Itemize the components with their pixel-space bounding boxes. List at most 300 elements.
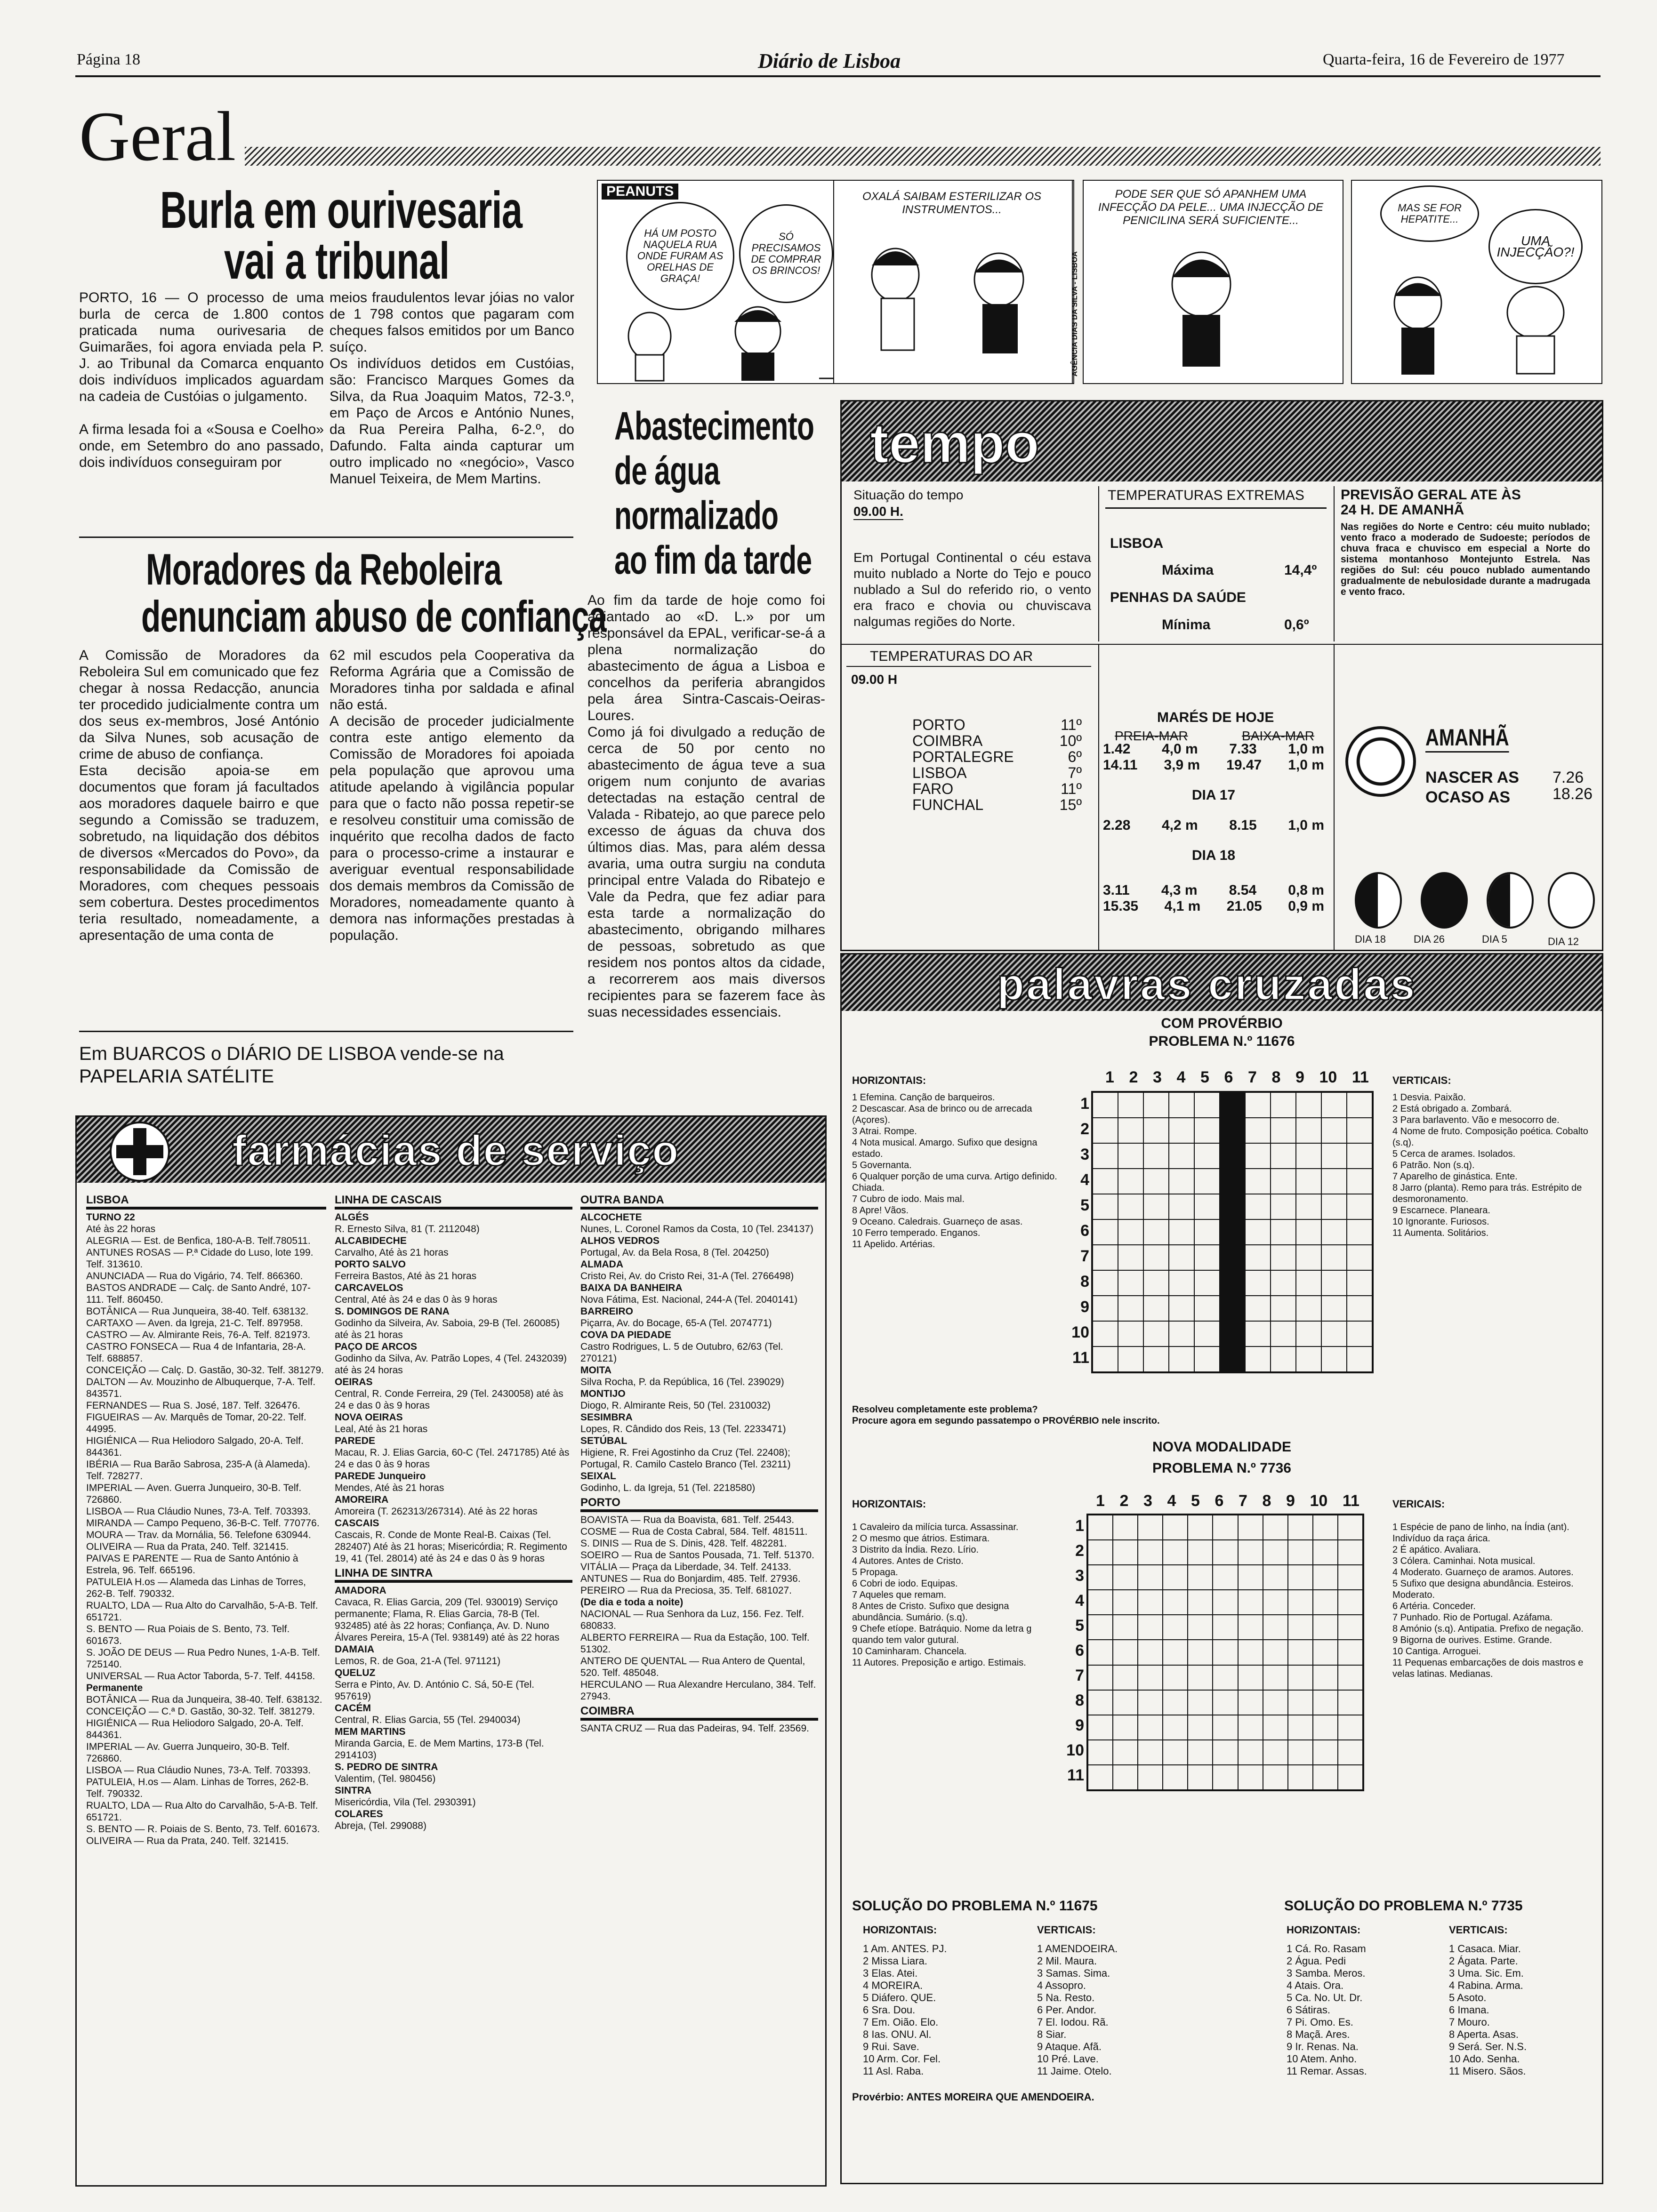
grid-number: 9	[1295, 1068, 1304, 1086]
grid-number: 3	[1153, 1068, 1162, 1086]
pharmacy-locality: SEIXAL	[580, 1471, 616, 1482]
grid-cell	[1213, 1590, 1238, 1615]
grid-number: 8	[1080, 1273, 1089, 1290]
grid-cell	[1263, 1640, 1288, 1665]
grid-cell	[1321, 1346, 1347, 1372]
pharmacy-entry: ALEGRIA — Est. de Benfica, 180-A-B. Telf.780511.	[86, 1235, 311, 1246]
pharmacy-section-heading: COIMBRA	[580, 1705, 818, 1721]
pharmacy-entry: S. BENTO — Rua Poiais de S. Bento, 73. Telf. 601673.	[86, 1624, 290, 1646]
extremas-value-2: 0,6º	[1284, 617, 1309, 633]
grid-cell	[1321, 1092, 1347, 1118]
grid-cell	[1163, 1665, 1188, 1690]
grid-cell	[1163, 1715, 1188, 1740]
pharmacy-entry: IMPERIAL — Aven. Guerra Junqueiro, 30-B. Telf. 726860.	[86, 1483, 302, 1505]
pharmacy-locality: AMADORA	[335, 1585, 386, 1596]
comic-figures	[834, 181, 1072, 383]
grid-cell	[1288, 1615, 1313, 1640]
grid-number: 8	[1262, 1492, 1271, 1510]
ocaso-label: OCASO AS	[1425, 788, 1511, 806]
p2-vertical-clues: 1 Espécie de pano de linho, na Índia (ant). Indivíduo da raça árica. 2 É apático. Avaliara. 3 Cólera. Caminhai. Nota musical. 4 Moderato. Guarneço de aramos. Autores. 5 Sufixo que designa abundância. Esteiros. Moderato. 6 Artéria. Conceder. 7 Punhado. Rio de Portugal. Azáfama. 8 Amónio (s.q). Antipatia. Prefixo de negação. 9 Bigorna de ourives. Estime. Grande. 10 Cantiga. Arroguei. 11 Pequenas embarcações de dois mastros e velas latinas. Medianas.	[1392, 1522, 1584, 1679]
grid-cell	[1338, 1515, 1363, 1540]
grid-cell	[1288, 1765, 1313, 1790]
grid-number: 6	[1075, 1642, 1084, 1659]
pharmacy-entry: COSME — Rua de Costa Cabral, 584. Telf. 481511.	[580, 1526, 808, 1537]
grid-cell	[1143, 1194, 1169, 1219]
grid-cell	[1118, 1194, 1143, 1219]
grid-cell	[1245, 1219, 1271, 1245]
pharmacy-locality: CARCAVELOS	[335, 1282, 403, 1293]
article-burla-col2: meios fraudulentos levar jóias no valor de 1 798 contos que pagaram com cheques falsos emitidos por um Banco suíço. Os indivíduos detidos em Custóias, são: Francisco Marques Gomes da Silva, da Rua Joaquim Matos, 72-3.º, em Paço de Arcos e António Nunes, da Rua Pereira Palha, 6-2.º, do Dafundo. Falta ainda capturar um outro implicado no «negócio», Vasco Manuel Teixeira, de Mem Martins.	[330, 290, 574, 487]
farmacias-cross-icon	[110, 1122, 170, 1182]
grid-cell	[1296, 1321, 1321, 1346]
grid-cell	[1213, 1715, 1238, 1740]
grid-cell	[1220, 1194, 1245, 1219]
article-moradores-title-2: denunciam abuso de confiança	[141, 592, 606, 641]
moon-phase-icon	[1421, 872, 1468, 929]
sol1-title: SOLUÇÃO DO PROBLEMA N.º 11675	[852, 1898, 1098, 1914]
pharmacy-entry: VITÁLIA — Praça da Liberdade, 34. Telf. 24133.	[580, 1562, 791, 1572]
p2-col-numbers	[1096, 1492, 1359, 1510]
grid-cell	[1194, 1296, 1220, 1321]
grid-cell	[1169, 1296, 1194, 1321]
grid-cell	[1263, 1590, 1288, 1615]
grid-cell	[1118, 1296, 1143, 1321]
grid-cell	[1321, 1296, 1347, 1321]
moon-label: DIA 18	[1355, 933, 1386, 945]
grid-number: 10	[1319, 1068, 1337, 1086]
comic-figures	[1352, 181, 1601, 383]
pharmacy-entry: Higiene, R. Frei Agostinho da Cruz (Tel. 22408); Portugal, R. Camilo Castelo Branco (Tel. 23211)	[580, 1447, 791, 1470]
grid-cell	[1288, 1640, 1313, 1665]
grid-cell	[1271, 1219, 1296, 1245]
grid-cell	[1169, 1346, 1194, 1372]
mares-row	[1103, 882, 1324, 898]
mares-cell: 4,1 m	[1164, 898, 1201, 914]
grid-number: 7	[1075, 1667, 1084, 1684]
ar-title: TEMPERATURAS DO AR	[870, 649, 1033, 664]
grid-cell	[1143, 1270, 1169, 1296]
grid-cell	[1088, 1590, 1113, 1615]
grid-cell	[1093, 1118, 1118, 1143]
grid-cell	[1118, 1270, 1143, 1296]
grid-number: 10	[1310, 1492, 1328, 1510]
grid-cell	[1263, 1665, 1288, 1690]
grid-cell	[1143, 1143, 1169, 1169]
grid-cell	[1213, 1565, 1238, 1590]
pharmacy-locality: TURNO 22	[86, 1212, 135, 1223]
grid-cell	[1188, 1515, 1213, 1540]
pharmacy-locality: SINTRA	[335, 1785, 372, 1796]
article-agua-text: Ao fim da tarde de hoje como foi adiantado ao «D. L.» por um responsável da EPAL, verificar-se-á a plena normalização do abastecimento de água a Lisboa e concelhos da periferia abrangidos pela área Sintra-Cascais-Oeiras-Loures. Como já foi divulgado a redução de cerca de 50 por cento no abastecimento de água teve a sua origem num conjunto de avarias detectadas na estação central de Valada - Ribatejo, ao que parece pelo excesso de águas da chuva dos últimos dias. Mas, para além dessa avaria, uma outra surgiu na conduta principal entre Valada do Ribatejo e Vale da Pedra, que fez adiar para esta tarde a normalização do abastecimento, obrigando milhares de pessoas, sobretudo as que residem nos pontos altos da cidade, a recorrerem aos mais diversos recipientes para se fazerem face às suas necessidades essenciais.	[587, 593, 825, 1020]
grid-cell	[1296, 1194, 1321, 1219]
pharmacy-locality: MOITA	[580, 1365, 612, 1376]
grid-cell	[1296, 1092, 1321, 1118]
grid-cell	[1245, 1143, 1271, 1169]
grid-cell	[1194, 1321, 1220, 1346]
grid-cell	[1271, 1118, 1296, 1143]
ar-row	[912, 733, 1082, 749]
pharmacy-entry: HIGIÉNICA — Rua Heliodoro Salgado, 20-A. Telf. 844361.	[86, 1435, 304, 1458]
grid-cell	[1245, 1346, 1271, 1372]
grid-number: 5	[1080, 1196, 1089, 1214]
pharmacy-entry: BOTÂNICA — Rua Junqueira, 38-40. Telf. 638132.	[86, 1306, 309, 1317]
ar-city: LISBOA	[912, 764, 967, 781]
grid-cell	[1169, 1321, 1194, 1346]
grid-cell	[1113, 1590, 1138, 1615]
sun-icon	[1345, 726, 1416, 797]
grid-cell	[1238, 1515, 1263, 1540]
pharmacy-entry: CONCEIÇÃO — C.ª D. Gastão, 30-32. Telf. 381279.	[86, 1706, 315, 1717]
comic-panel-3	[1083, 180, 1343, 384]
grid-cell	[1194, 1245, 1220, 1270]
p2-ver-label: VERICAIS:	[1392, 1498, 1445, 1510]
grid-cell	[1088, 1565, 1113, 1590]
pharmacy-entry: BOTÂNICA — Rua da Junqueira, 38-40. Telf. 638132.	[86, 1694, 322, 1705]
grid-cell	[1194, 1143, 1220, 1169]
pharmacy-entry: Portugal, Av. da Bela Rosa, 8 (Tel. 204250)	[580, 1247, 769, 1258]
grid-cell	[1263, 1715, 1288, 1740]
article-moradores-title-1: Moradores da Reboleira	[146, 545, 502, 594]
pharmacy-entry: LISBOA — Rua Cláudio Nunes, 73-A. Telf. 703393.	[86, 1506, 311, 1517]
comic-panel-2	[833, 180, 1073, 384]
article-burla-title-2: vai a tribunal	[224, 232, 450, 290]
sol2-horizontal: 1 Cá. Ro. Rasam 2 Água. Pedi 3 Samba. Meros. 4 Atais. Ora. 5 Ca. No. Ut. Dr. 6 Sátiras. 7 Pi. Omo. Es. 8 Maçã. Ares. 9 Ir. Renas. Na. 10 Atem. Anho. 11 Remar. Assas.	[1287, 1943, 1367, 2077]
grid-cell	[1338, 1540, 1363, 1565]
mares-row	[1103, 898, 1324, 914]
article-agua-title-1: Abastecimento	[614, 404, 814, 448]
situacao-title: Situação do tempo	[853, 488, 964, 502]
grid-cell	[1271, 1296, 1296, 1321]
pharmacy-section-heading: PORTO	[580, 1497, 818, 1512]
sol2-hor-label: HORIZONTAIS:	[1287, 1924, 1361, 1936]
grid-cell	[1194, 1118, 1220, 1143]
mares-cell: 1,0 m	[1288, 757, 1324, 773]
ar-row	[912, 765, 1082, 781]
grid-cell	[1088, 1665, 1113, 1690]
pharmacy-entry: DALTON — Av. Mouzinho de Albuquerque, 7-A. Telf. 843571.	[86, 1377, 316, 1399]
grid-cell	[1338, 1740, 1363, 1765]
pharmacy-entry: RUALTO, LDA — Rua Alto do Carvalhão, 5-A-B. Telf. 651721.	[86, 1600, 318, 1623]
grid-cell	[1338, 1615, 1363, 1640]
grid-cell	[1088, 1615, 1113, 1640]
grid-cell	[1347, 1169, 1372, 1194]
grid-cell	[1313, 1590, 1338, 1615]
sol1-hor-label: HORIZONTAIS:	[863, 1924, 937, 1936]
grid-cell	[1213, 1540, 1238, 1565]
grid-number: 2	[1080, 1120, 1089, 1138]
article-moradores-col2: 62 mil escudos pela Cooperativa da Reforma Agrária que a Comissão de Moradores tinha por saldada e afinal não está. A decisão de proceder judicialmente contra este antigo elemento da Comissão de Moradores foi apoiada pela população que aprovou uma atitude apelando à vigilância popular para que o facto não possa repetir-se e resolveu constituir uma comissão de inquérito que recolha dados de facto para o processo-crime a instaurar e averiguar eventual responsabilidade dos demais membros da Comissão de Moradores, nomeadamente quanto à demora nas informações prestadas à população.	[330, 648, 574, 943]
grid-cell	[1313, 1615, 1338, 1640]
extremas-place-1: LISBOA	[1110, 536, 1164, 551]
grid-cell	[1238, 1615, 1263, 1640]
p2-crossword-grid	[1086, 1514, 1364, 1791]
grid-cell	[1169, 1118, 1194, 1143]
mares-cell: 1,0 m	[1288, 817, 1324, 833]
pharmacy-entry: Mendes, Até às 21 horas	[335, 1483, 444, 1493]
grid-cell	[1313, 1690, 1338, 1715]
pharmacy-entry: Godinho, L. da Igreja, 51 (Tel. 2218580)	[580, 1483, 756, 1493]
mares-cell: 8.15	[1229, 817, 1257, 833]
mares-head-preia: PREIA-MAR	[1115, 729, 1188, 743]
moon-phase-icon	[1548, 872, 1595, 929]
ar-city: PORTALEGRE	[912, 748, 1014, 765]
pharmacy-entry: Serra e Pinto, Av. D. António C. Sá, 50-E (Tel. 957619)	[335, 1679, 535, 1702]
grid-cell	[1220, 1346, 1245, 1372]
pharmacy-locality: S. DOMINGOS DE RANA	[335, 1306, 450, 1317]
extremas-place-2: PENHAS DA SAÚDE	[1110, 590, 1246, 605]
pharmacy-entry: S. DINIS — Rua de S. Dinis, 428. Telf. 482281.	[580, 1538, 787, 1549]
grid-cell	[1163, 1640, 1188, 1665]
speech-bubble: MAS SE FOR HEPATITE...	[1380, 185, 1479, 242]
crosswords-banner-title: palavras cruzadas	[997, 960, 1417, 1010]
grid-cell	[1313, 1640, 1338, 1665]
grid-number: 6	[1224, 1068, 1233, 1086]
mares-cell: 4,2 m	[1161, 817, 1198, 833]
grid-cell	[1321, 1194, 1347, 1219]
grid-number: 7	[1080, 1247, 1089, 1265]
grid-cell	[1113, 1565, 1138, 1590]
p1-hor-label: HORIZONTAIS:	[852, 1074, 926, 1086]
previsao-title: PREVISÃO GERAL ATE ÀS 24 H. DE AMANHÃ	[1341, 487, 1521, 518]
grid-cell	[1321, 1270, 1347, 1296]
grid-cell	[1194, 1270, 1220, 1296]
grid-number: 4	[1167, 1492, 1176, 1510]
grid-cell	[1194, 1194, 1220, 1219]
grid-number: 5	[1200, 1068, 1209, 1086]
grid-cell	[1118, 1092, 1143, 1118]
moon-label: DIA 12	[1548, 936, 1579, 947]
pharmacy-entry: Godinho da Silva, Av. Patrão Lopes, 4 (Tel. 2432039) até às 24 horas	[335, 1353, 567, 1376]
grid-cell	[1347, 1219, 1372, 1245]
pharmacy-entry: Até às 22 horas	[86, 1224, 156, 1234]
nascer-value: 7.26	[1552, 769, 1584, 786]
grid-cell	[1169, 1169, 1194, 1194]
pharmacy-entry: Silva Rocha, P. da República, 16 (Tel. 239029)	[580, 1377, 784, 1387]
p2-row-numbers	[1056, 1514, 1084, 1788]
grid-cell	[1347, 1118, 1372, 1143]
pharmacy-locality: ALMADA	[580, 1259, 623, 1270]
grid-cell	[1238, 1740, 1263, 1765]
pharmacy-entry: Valentim, (Tel. 980456)	[335, 1773, 436, 1784]
grid-number: 5	[1075, 1617, 1084, 1635]
pharmacy-entry: Godinho da Silveira, Av. Saboia, 29-B (Tel. 260085) até às 21 horas	[335, 1318, 560, 1340]
p1-subtitle: COM PROVÉRBIO	[1161, 1016, 1283, 1031]
grid-number: 9	[1075, 1716, 1084, 1734]
grid-cell	[1118, 1118, 1143, 1143]
grid-cell	[1093, 1092, 1118, 1118]
divider	[1334, 486, 1335, 641]
grid-cell	[1143, 1296, 1169, 1321]
sol2-title: SOLUÇÃO DO PROBLEMA N.º 7735	[1284, 1898, 1523, 1914]
grid-cell	[1088, 1765, 1113, 1790]
pharmacy-entry: PATULEIA H.os — Alameda das Linhas de Torres, 262-B. Telf. 790332.	[86, 1577, 306, 1599]
p2-subtitle: NOVA MODALIDADE	[1152, 1439, 1291, 1455]
pharmacy-entry: Diogo, R. Almirante Reis, 50 (Tel. 2310032)	[580, 1400, 771, 1411]
grid-cell	[1093, 1194, 1118, 1219]
grid-cell	[1296, 1346, 1321, 1372]
sol1-vertical: 1 AMENDOEIRA. 2 Mil. Maura. 3 Samas. Sima. 4 Assopro. 5 Na. Resto. 6 Per. Andor. 7 El. Iodou. Rã. 8 Siar. 9 Ataque. Afã. 10 Pré. Lave. 11 Jaime. Otelo.	[1037, 1943, 1118, 2077]
pharmacy-locality: Permanente	[86, 1683, 143, 1693]
ar-row	[912, 717, 1082, 733]
grid-cell	[1338, 1690, 1363, 1715]
pharmacy-entry: MOURA — Trav. da Mornália, 56. Telefone 630944.	[86, 1530, 311, 1540]
extremas-label-2: Mínima	[1162, 617, 1211, 633]
comic-caption: OXALÁ SAIBAM ESTERILIZAR OS INSTRUMENTOS...	[862, 190, 1042, 216]
grid-number: 7	[1239, 1492, 1247, 1510]
grid-cell	[1163, 1765, 1188, 1790]
grid-cell	[1321, 1219, 1347, 1245]
grid-cell	[1213, 1765, 1238, 1790]
grid-cell	[1169, 1194, 1194, 1219]
pharmacy-locality: COLARES	[335, 1809, 383, 1819]
sol1-horizontal: 1 Am. ANTES. PJ. 2 Missa Liara. 3 Elas. Atei. 4 MOREIRA. 5 Diáfero. QUE. 6 Sra. Dou. 7 Em. Oião. Elo. 8 Ias. ONU. Al. 9 Rui. Save. 10 Arm. Cor. Fel. 11 Asl. Raba.	[863, 1943, 947, 2077]
pharmacy-entry: Nova Fátima, Est. Nacional, 244-A (Tel. 2040141)	[580, 1294, 798, 1305]
grid-cell	[1238, 1665, 1263, 1690]
grid-cell	[1188, 1565, 1213, 1590]
grid-cell	[1138, 1640, 1163, 1665]
speech-bubble: UMA INJECÇÃO?!	[1488, 209, 1583, 284]
sol2-ver-label: VERTICAIS:	[1449, 1924, 1508, 1936]
grid-cell	[1313, 1565, 1338, 1590]
mares-cell: 2.28	[1103, 817, 1131, 833]
grid-cell	[1245, 1194, 1271, 1219]
grid-cell	[1347, 1143, 1372, 1169]
moon-phase-icon	[1355, 872, 1402, 929]
grid-cell	[1213, 1665, 1238, 1690]
grid-cell	[1288, 1540, 1313, 1565]
ar-table	[912, 717, 1082, 813]
pharmacy-locality: SETÚBAL	[580, 1435, 627, 1446]
pharmacy-locality: BAIXA DA BANHEIRA	[580, 1282, 683, 1293]
grid-cell	[1220, 1219, 1245, 1245]
article-burla-col1: PORTO, 16 — O processo de uma burla de cerca de 1.800 contos praticada numa ourivesaria de Guimarães, foi agora enviada pela P. J. ao Tribunal da Comarca enquanto dois indivíduos implicados aguardam na cadeia de Custóias o julgamento. A firma lesada foi a «Sousa e Coelho» onde, em Setembro do ano passado, dois indivíduos conseguiram por	[79, 290, 324, 470]
grid-cell	[1288, 1665, 1313, 1690]
pharmacy-locality: COVA DA PIEDADE	[580, 1330, 671, 1340]
pharmacy-entry: Abreja, (Tel. 299088)	[335, 1820, 426, 1831]
grid-cell	[1118, 1245, 1143, 1270]
grid-cell	[1338, 1715, 1363, 1740]
mares-cell: 0,9 m	[1288, 898, 1324, 914]
grid-cell	[1347, 1321, 1372, 1346]
grid-number: 2	[1119, 1492, 1129, 1510]
grid-cell	[1194, 1092, 1220, 1118]
masthead-rule	[75, 75, 1601, 77]
pharmacy-section-heading: LINHA DE CASCAIS	[335, 1194, 572, 1210]
farmacias-col-1	[86, 1191, 326, 1847]
pharmacy-entry: S. JOÃO DE DEUS — Rua Pedro Nunes, 1-A-B. Telf. 725140.	[86, 1647, 320, 1670]
article-agua-title-3: normalizado	[614, 493, 779, 537]
ar-temp: 7º	[1068, 764, 1082, 781]
p1-col-numbers	[1105, 1068, 1369, 1087]
pharmacy-entry: Miranda Garcia, E. de Mem Martins, 173-B (Tel. 2914103)	[335, 1738, 544, 1761]
pharmacy-entry: MIRANDA — Campo Pequeno, 36-B-C. Telf. 770776.	[86, 1518, 320, 1529]
grid-cell	[1271, 1194, 1296, 1219]
comic-caption: PODE SER QUE SÓ APANHEM UMA INFECÇÃO DA PELE... UMA INJECÇÃO DE PENICILINA SERÁ SUFICIENTE...	[1098, 188, 1324, 227]
grid-cell	[1194, 1219, 1220, 1245]
grid-cell	[1213, 1615, 1238, 1640]
grid-cell	[1093, 1169, 1118, 1194]
pharmacy-locality: ALCABIDECHE	[335, 1235, 407, 1246]
grid-cell	[1093, 1219, 1118, 1245]
grid-cell	[1296, 1245, 1321, 1270]
pharmacy-locality: DAMAIA	[335, 1644, 374, 1655]
farmacias-banner-title: farmácias de serviço	[232, 1127, 680, 1175]
grid-cell	[1271, 1245, 1296, 1270]
grid-cell	[1118, 1169, 1143, 1194]
pharmacy-entry: OLIVEIRA — Rua da Prata, 240. Telf. 321415.	[86, 1541, 289, 1552]
mares-cell: 15.35	[1103, 898, 1139, 914]
mares-cell: 4,0 m	[1161, 741, 1198, 757]
mares-row	[1103, 741, 1324, 757]
pharmacy-entry: Cavaca, R. Elias Garcia, 209 (Tel. 930019) Serviço permanente; Flama, R. Elias Garcia, 78-B (Tel. 932485) até às 22 horas; Confiança, Av. D. Nuno Álvares Pereira, 15-A (Tel. 938149) até às 22 horas	[335, 1597, 560, 1643]
pharmacy-entry: HERCULANO — Rua Alexandre Herculano, 384. Telf. 27943.	[580, 1679, 816, 1702]
article-agua-title-4: ao fim da tarde	[614, 538, 812, 582]
grid-number: 4	[1075, 1592, 1084, 1610]
pharmacy-entry: S. BENTO — R. Poiais de S. Bento, 73. Telf. 601673.	[86, 1824, 320, 1835]
pharmacy-entry: SOEIRO — Rua de Santos Pousada, 71. Telf. 51370.	[580, 1550, 814, 1561]
p1-row-numbers	[1066, 1091, 1089, 1370]
grid-cell	[1093, 1270, 1118, 1296]
grid-cell	[1313, 1740, 1338, 1765]
p1-ver-label: VERTICAIS:	[1392, 1074, 1451, 1086]
pharmacy-entry: RUALTO, LDA — Rua Alto do Carvalhão, 5-A-B. Telf. 651721.	[86, 1800, 318, 1823]
grid-cell	[1338, 1765, 1363, 1790]
grid-cell	[1220, 1118, 1245, 1143]
grid-cell	[1143, 1118, 1169, 1143]
divider	[1098, 486, 1099, 641]
grid-cell	[1169, 1245, 1194, 1270]
comic-panel-4	[1351, 180, 1602, 384]
amanha-title: AMANHÃ	[1425, 724, 1509, 753]
grid-cell	[1188, 1690, 1213, 1715]
grid-cell	[1347, 1092, 1372, 1118]
grid-cell	[1263, 1565, 1288, 1590]
grid-cell	[1143, 1245, 1169, 1270]
article-burla-title-1: Burla em ourivesaria	[160, 181, 523, 239]
mares-day-label: DIA 17	[1191, 787, 1236, 803]
grid-number: 10	[1066, 1741, 1084, 1759]
pharmacy-locality: AMOREIRA	[335, 1494, 389, 1505]
grid-cell	[1188, 1640, 1213, 1665]
grid-cell	[1245, 1169, 1271, 1194]
grid-number: 8	[1271, 1068, 1281, 1086]
mares-cell: 4,3 m	[1161, 882, 1198, 898]
pharmacy-entry: FERNANDES — Rua S. José, 187. Telf. 326476.	[86, 1400, 300, 1411]
grid-cell	[1263, 1515, 1288, 1540]
pharmacy-entry: Cristo Rei, Av. do Cristo Rei, 31-A (Tel. 2766498)	[580, 1271, 794, 1282]
grid-cell	[1143, 1092, 1169, 1118]
pharmacy-entry: ANTUNES — Rua do Bonjardim, 485. Telf. 27936.	[580, 1573, 801, 1584]
grid-number: 5	[1191, 1492, 1200, 1510]
grid-cell	[1321, 1245, 1347, 1270]
grid-cell	[1220, 1092, 1245, 1118]
grid-cell	[1188, 1615, 1213, 1640]
grid-cell	[1118, 1346, 1143, 1372]
pharmacy-locality: (De dia e toda a noite)	[580, 1597, 684, 1608]
grid-cell	[1169, 1270, 1194, 1296]
grid-cell	[1213, 1515, 1238, 1540]
grid-cell	[1118, 1321, 1143, 1346]
pharmacy-entry: CONCEIÇÃO — Calç. D. Gastão, 30-32. Telf. 381279.	[86, 1365, 324, 1376]
grid-cell	[1213, 1690, 1238, 1715]
grid-cell	[1169, 1219, 1194, 1245]
grid-cell	[1194, 1169, 1220, 1194]
article-agua-title-2: de água	[614, 449, 720, 493]
pharmacy-entry: ANTERO DE QUENTAL — Rua Antero de Quental, 520. Telf. 485048.	[580, 1656, 805, 1678]
farmacias-col-3	[580, 1191, 818, 1734]
p2-horizontal-clues: 1 Cavaleiro da milícia turca. Assassinar. 2 O mesmo que átrios. Estimara. 3 Distrito da Índia. Rezo. Lírio. 4 Autores. Antes de Cristo. 5 Propaga. 6 Cobri de iodo. Equipas. 7 Aqueles que remam. 8 Antes de Cristo. Sufixo que designa abundância. Sumário. (s.q). 9 Chefe etíope. Batráquio. Nome da letra g quando tem valor gutural. 10 Caminharam. Chancela. 11 Autores. Preposição e artigo. Estimais.	[852, 1522, 1032, 1668]
pharmacy-entry: Carvalho, Até às 21 horas	[335, 1247, 449, 1258]
